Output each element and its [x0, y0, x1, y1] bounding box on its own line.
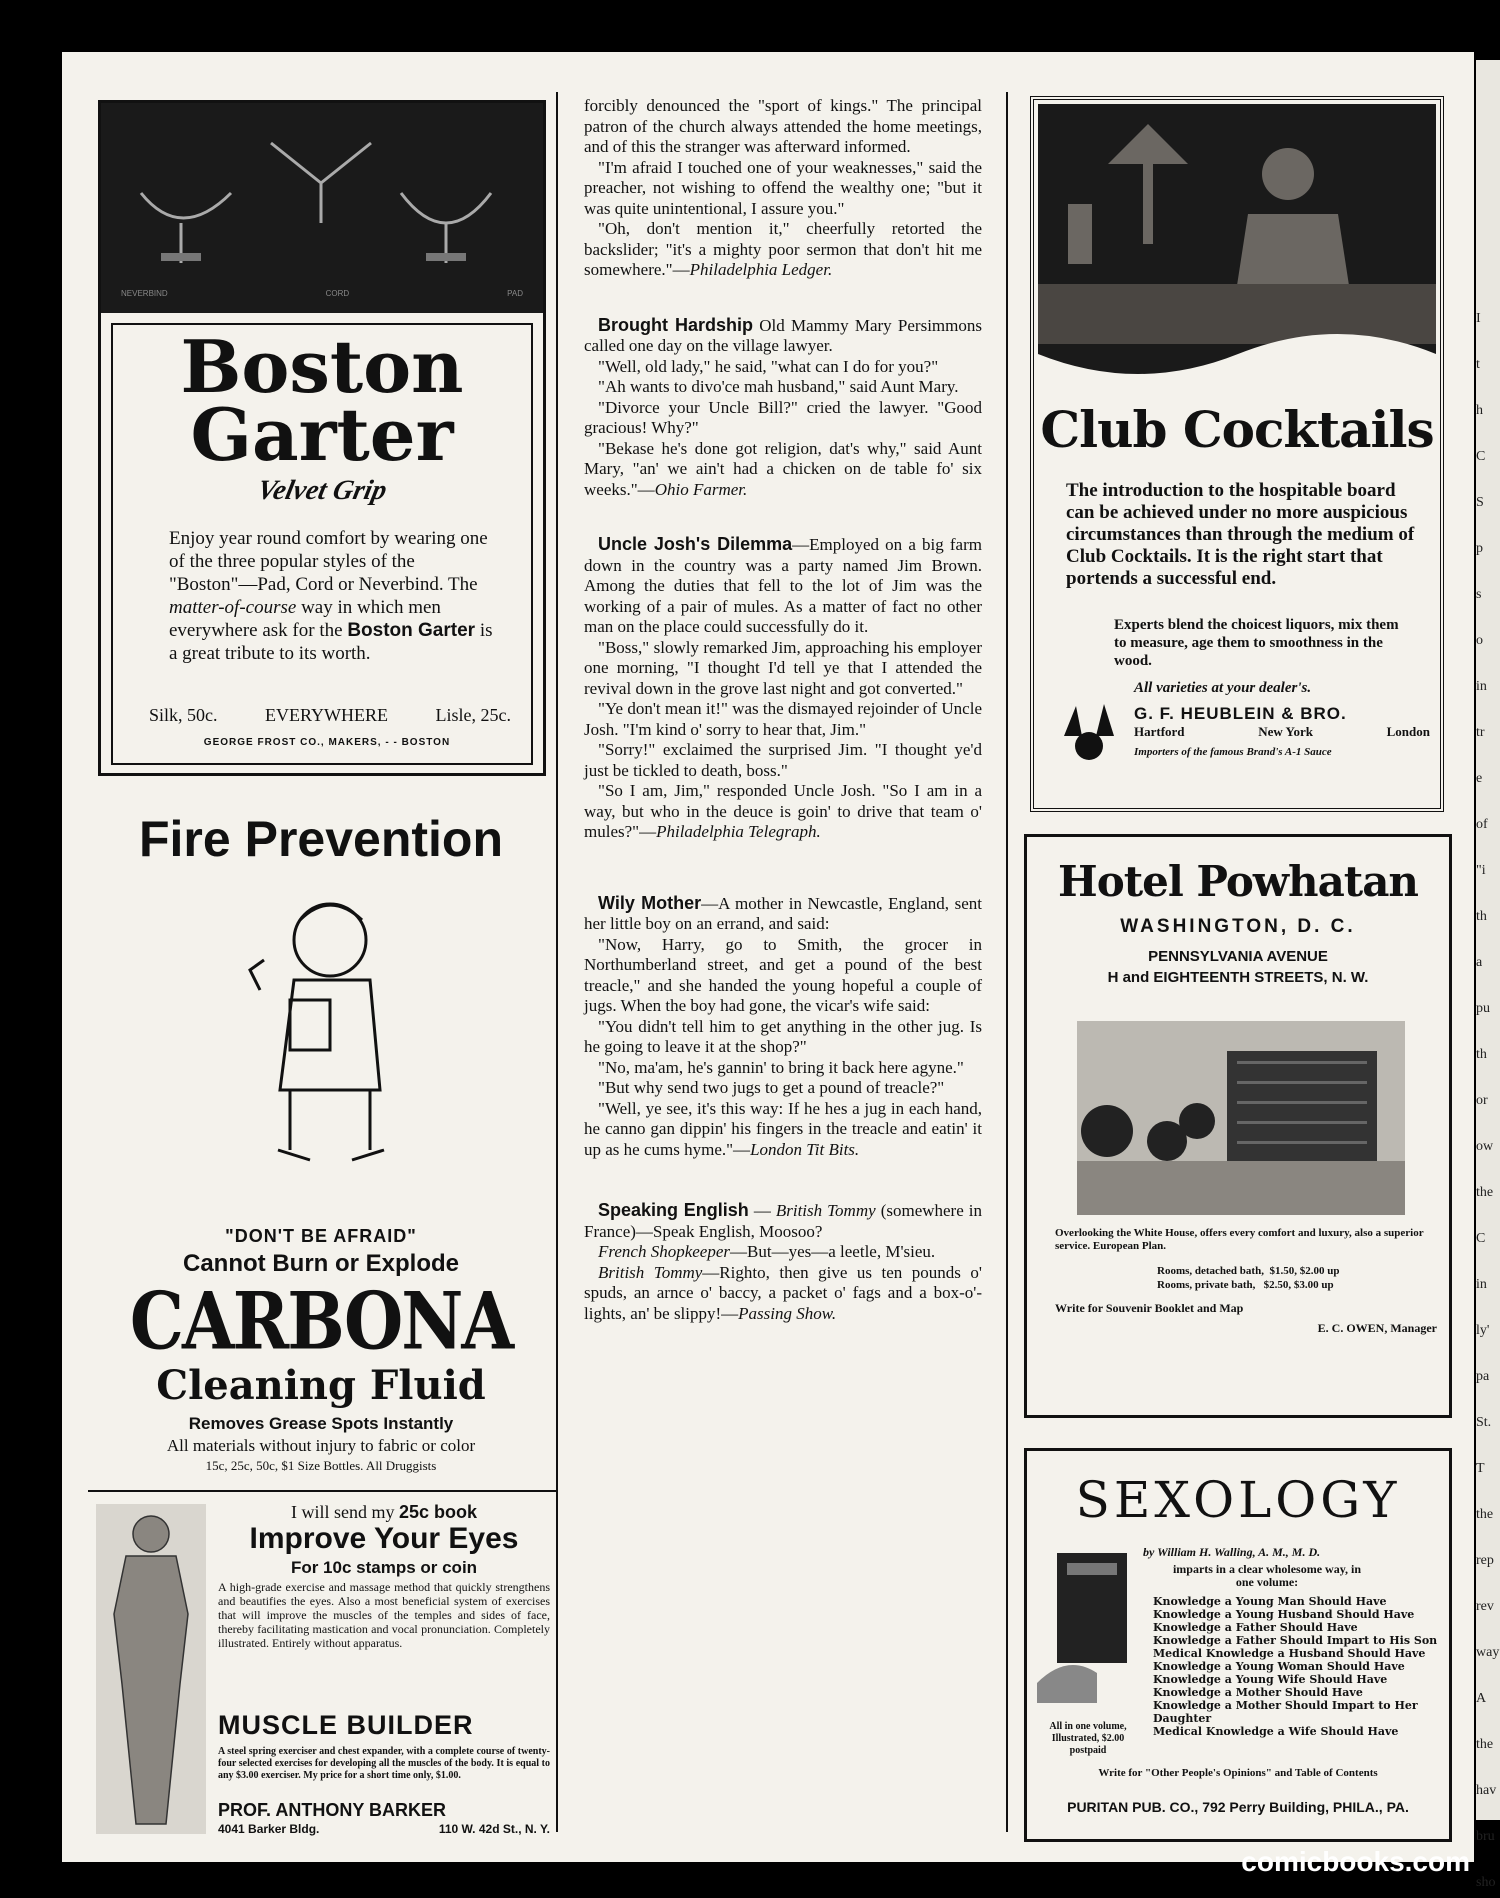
barker-offer: I will send my 25c book	[290, 1502, 478, 1522]
edge-fragment: bru	[1476, 1829, 1495, 1844]
hardship-p4: "Divorce your Uncle Bill?" cried the lawyer. "Good gracious! Why?"	[584, 397, 982, 437]
edge-fragment: A	[1476, 1691, 1487, 1706]
josh-p2: "Boss," slowly remarked Jim, approaching his employer one morning, "I thought I'd tell ye that I attended the revival down in the grove last night and got converted."	[584, 637, 982, 698]
club-body2: Experts blend the choicest liquors, mix them to measure, age them to smoothness in the wood.	[1114, 617, 1399, 669]
adjacent-page-edge	[1476, 60, 1500, 1890]
club-importers: Importers of the famous Brand's A-1 Sauce	[1134, 746, 1332, 758]
velvet-grip-signature: Velvet Grip	[254, 475, 390, 506]
barker-address-left: 4041 Barker Bldg.	[218, 1822, 320, 1836]
story-intro-p2: "I'm afraid I touched one of your weaknesses," said the preacher, not wishing to offend the wealthy one; "but it was quite unintentional, I assure you."	[584, 157, 982, 218]
city-newyork: New York	[1258, 724, 1313, 739]
boston-text-panel	[111, 323, 533, 765]
barker-body: A high-grade exercise and massage method that quickly strengthens and beautifies the eyes. Also a most beneficial system of exercises that will improve the muscles of the temples and sides of face, thereby facilitating mastication and vocal pronunciation. Completely illustrated. Entirely without apparatus.	[218, 1580, 550, 1650]
boston-brand-line2: Garter	[190, 392, 454, 477]
club-cocktails-illustration	[1038, 104, 1436, 404]
barker-name: PROF. ANTHONY BARKER	[218, 1800, 447, 1820]
sexology-write: Write for "Other People's Opinions" and Table of Contents	[1098, 1767, 1378, 1779]
hotel-booklet: Write for Souvenir Booklet and Map	[1055, 1301, 1244, 1315]
edge-fragment: o	[1476, 633, 1483, 648]
sexology-item: Medical Knowledge a Wife Should Have	[1153, 1725, 1399, 1738]
english-p3: British Tommy—Righto, then give us ten pounds o' spuds, an arnce o' baccy, a packet o' fags and a box-o'-lights, an' be slippy!—Passing Show.	[584, 1262, 982, 1323]
sexology-item: Knowledge a Young Man Should Have	[1153, 1595, 1387, 1608]
price-everywhere: EVERYWHERE	[265, 705, 389, 725]
edge-fragment: the	[1476, 1737, 1494, 1752]
sexology-volume: All in one volume, Illustrated, $2.00 postpaid	[1049, 1721, 1127, 1756]
josh-p3: "Ye don't mean it!" was the dismayed rejoinder of Uncle Josh. "I'm kind o' sorry to hear that, Jim."	[584, 699, 982, 739]
edge-fragment: p	[1476, 541, 1483, 556]
hotel-manager: E. C. OWEN, Manager	[1317, 1321, 1437, 1335]
sexology-item: Knowledge a Mother Should Impart to Her Daughter	[1153, 1699, 1418, 1725]
edge-fragment: pa	[1476, 1369, 1490, 1384]
muscleman-illustration	[96, 1504, 206, 1834]
wily-p2: "Now, Harry, go to Smith, the grocer in Northumberland street, and get a pound of the best treacle," and she handed the young hopeful a couple of jugs. When the boy had gone, the vicar's wife said:	[584, 934, 982, 1015]
edge-fragment: rev	[1476, 1599, 1494, 1614]
magazine-page	[62, 52, 1474, 1862]
muscle-builder: MUSCLE BUILDER	[218, 1710, 474, 1740]
club-cocktails-ad	[1030, 96, 1444, 812]
hardship-p3: "Ah wants to divo'ce mah husband," said Aunt Mary.	[598, 377, 959, 396]
edge-fragment: I	[1476, 311, 1481, 326]
cannot-burn: Cannot Burn or Explode	[183, 1250, 459, 1277]
dont-be-afraid: "DON'T BE AFRAID"	[225, 1226, 417, 1246]
josh-heading: Uncle Josh's Dilemma	[598, 534, 793, 554]
hotel-powhatan-ad	[1024, 834, 1452, 1418]
barker-address-right: 110 W. 42d St., N. Y.	[438, 1822, 550, 1836]
sexology-author: by William H. Walling, A. M., M. D.	[1143, 1545, 1321, 1559]
wily-heading: Wily Mother	[598, 892, 702, 913]
club-cocktails-brand: Club Cocktails	[1040, 400, 1434, 459]
improve-your-eyes: Improve Your Eyes	[249, 1522, 519, 1555]
edge-fragment: in	[1476, 679, 1487, 694]
story-wily-mother: Wily Mother—A mother in Newcastle, England, sent her little boy on an errand, and said:	[584, 892, 982, 933]
edge-fragment: the	[1476, 1507, 1494, 1522]
edge-fragment: ow	[1476, 1139, 1494, 1154]
hotel-city: WASHINGTON, D. C.	[1120, 916, 1356, 937]
edge-fragment: hav	[1476, 1783, 1497, 1798]
edge-fragment: rep	[1476, 1553, 1494, 1568]
edge-fragment: of	[1476, 817, 1488, 832]
hotel-rooms2: Rooms, private bath, $2.50, $3.00 up	[1157, 1279, 1334, 1291]
edge-fragment: h	[1476, 403, 1483, 418]
fire-prevention-title: Fire Prevention	[139, 811, 503, 867]
club-dealer: All varieties at your dealer's.	[1134, 680, 1312, 696]
josh-p4: "Sorry!" exclaimed the surprised Jim. "I thought ye'd just be tickled to death, boss."	[584, 740, 982, 780]
cleaning-fluid: Cleaning Fluid	[156, 1362, 486, 1409]
hotel-photo	[1077, 1021, 1405, 1215]
sexology-item: Knowledge a Father Should Impart to His Son	[1153, 1634, 1438, 1647]
sexology-title: SEXOLOGY	[1075, 1471, 1401, 1529]
cord-garter-icon	[271, 143, 371, 183]
edge-fragment: T	[1476, 1461, 1485, 1476]
edge-fragment: th	[1476, 909, 1487, 924]
edge-fragment: t	[1476, 357, 1480, 372]
sexology-ad	[1024, 1448, 1452, 1842]
carbona-sizes: 15c, 25c, 50c, $1 Size Bottles. All Druggists	[205, 1458, 437, 1473]
bottle-icon	[1068, 204, 1092, 264]
garter-photo	[101, 103, 543, 313]
wily-p3: "You didn't tell him to get anything in the other jug. Is he going to leave it at the shop?"	[584, 1016, 982, 1056]
sexology-intro: imparts in a clear wholesome way, in one volume:	[1172, 1562, 1362, 1589]
hand-icon	[1037, 1665, 1097, 1703]
sexology-item: Knowledge a Young Woman Should Have	[1153, 1660, 1405, 1673]
grease-spots: Removes Grease Spots Instantly	[188, 1414, 454, 1433]
hotel-street1: PENNSYLVANIA AVENUE	[1148, 948, 1328, 965]
edge-fragment: S	[1476, 495, 1484, 510]
story-intro-p1: forcibly denounced the "sport of kings." The principal patron of the church always attended the home meetings, and of this the stranger was afterward informed.	[584, 96, 982, 156]
carbona-brand: CARBONA	[129, 1276, 513, 1368]
story-speaking-english: Speaking English — British Tommy (somewhere in France)—Speak English, Moosoo?	[584, 1200, 983, 1241]
boston-maker: GEORGE FROST CO., MAKERS, - - BOSTON	[203, 737, 451, 748]
column-rule-right	[1006, 92, 1008, 1832]
club-body: The introduction to the hospitable board can be achieved under no more auspicious circumstances than through the medium of Club Cocktails. It is the right start that portends a successful end.	[1066, 480, 1415, 589]
edge-fragment: pu	[1476, 1001, 1490, 1016]
story-brought-hardship: Brought Hardship Old Mammy Mary Persimmons called one day on the village lawyer.	[584, 314, 982, 355]
humor-column	[584, 96, 982, 1324]
boston-brand-line1: Boston	[180, 324, 464, 409]
boston-body: Enjoy year round comfort by wearing one of the three popular styles of the "Boston"—Pad, Cord or Neverbind. The matter-of-course way in which men everywhere ask for the Boston Garter is a great tribute to its worth.	[169, 528, 493, 664]
edge-fragment: or	[1476, 1093, 1488, 1108]
man-head-icon	[1262, 148, 1314, 200]
hardship-heading: Brought Hardship	[598, 314, 753, 335]
carbona-materials: All materials without injury to fabric or color	[166, 1436, 476, 1455]
edge-fragment: St.	[1476, 1415, 1492, 1430]
a1-sauce-logo-icon	[1054, 696, 1124, 766]
wily-p6: "Well, ye see, it's this way: If he hes a jug in each hand, he canno gan dippin' his fingers in the treacle and eatin' it up as he cums hyme."—London Tit Bits.	[584, 1098, 982, 1159]
neverbind-garter-icon	[141, 193, 231, 218]
sexology-list	[1153, 1595, 1449, 1738]
carbona-boy-illustration	[230, 890, 430, 1180]
style-label-pad: PAD	[507, 289, 523, 298]
sexology-item: Knowledge a Mother Should Have	[1153, 1686, 1363, 1699]
boston-garter-ad	[98, 100, 546, 776]
wily-p5: "But why send two jugs to get a pound of treacle?"	[598, 1078, 945, 1097]
josh-p5: "So I am, Jim," responded Uncle Josh. "So I am in a way, but who in the deuce is goin' to drive that team o' mules?"—Philadelphia Telegraph.	[584, 781, 982, 841]
barker-body2: A steel spring exerciser and chest expander, with a complete course of twenty-four selected exercises for developing all the muscles of the body. It is equal to any $3.00 exerciser. My price for a short time only, $1.00.	[218, 1746, 550, 1781]
edge-fragment: in	[1476, 1277, 1487, 1292]
story-intro-p3: "Oh, don't mention it," cheerfully retorted the backslider; "it's a mighty poor sermon that don't hit me somewhere."—Philadelphia Ledger.	[584, 219, 982, 279]
carbona-ad	[90, 810, 552, 1473]
style-label-cord: CORD	[325, 289, 350, 298]
sexology-item: Knowledge a Young Husband Should Have	[1153, 1608, 1415, 1621]
column-rule-left	[556, 92, 558, 1832]
pad-garter-icon	[401, 193, 491, 223]
sexology-item: Knowledge a Father Should Have	[1153, 1621, 1358, 1634]
edge-fragment: e	[1476, 771, 1483, 786]
english-heading: Speaking English	[598, 1200, 749, 1220]
sexology-item: Medical Knowledge a Husband Should Have	[1153, 1647, 1426, 1660]
edge-fragment: sho	[1476, 1875, 1496, 1890]
price-silk: Silk, 50c.	[149, 705, 218, 725]
edge-fragment: th	[1476, 1047, 1487, 1062]
city-london: London	[1386, 724, 1430, 739]
edge-fragment: C	[1476, 1231, 1486, 1246]
english-p2: French Shopkeeper—But—yes—a leetle, M'sieu.	[598, 1242, 936, 1261]
hotel-street2: H and EIGHTEENTH STREETS, N. W.	[1107, 969, 1369, 986]
edge-fragment: "i	[1476, 863, 1486, 878]
hotel-name: Hotel Powhatan	[1058, 857, 1418, 906]
garter-illustration	[101, 103, 543, 313]
edge-fragment: a	[1476, 955, 1483, 970]
book-illustration	[1037, 1543, 1137, 1703]
edge-fragment: the	[1476, 1185, 1494, 1200]
story-uncle-josh: Uncle Josh's Dilemma—Employed on a big farm down in the country was a party named Jim Brown. Among the duties that fell to the lot of Jim was the working of a pair of mules. As a matter of fact no other man on the place could successfully do it.	[584, 534, 982, 636]
wily-p4: "No, ma'am, he's gannin' to bring it back here agyne."	[598, 1057, 964, 1077]
city-hartford: Hartford	[1134, 724, 1185, 739]
edge-fragment: tr	[1476, 725, 1485, 740]
edge-fragment: s	[1476, 587, 1482, 602]
edge-fragment: ly'	[1476, 1323, 1490, 1338]
club-company: G. F. HEUBLEIN & BRO.	[1134, 704, 1347, 723]
hardship-p2: "Well, old lady," he said, "what can I do for you?"	[598, 356, 939, 376]
hotel-desc: Overlooking the White House, offers every comfort and luxury, also a superior service. European Plan.	[1055, 1227, 1424, 1252]
price-lisle: Lisle, 25c.	[435, 705, 511, 725]
style-label-neverbind: NEVERBIND	[121, 289, 168, 298]
hardship-p5: "Bekase he's done got religion, dat's why," said Aunt Mary, "an' we ain't had a chicken on de table fo' six weeks."—Ohio Farmer.	[584, 438, 982, 499]
sexology-item: Knowledge a Young Wife Should Have	[1153, 1673, 1388, 1686]
sexology-publisher: PURITAN PUB. CO., 792 Perry Building, PHILA., PA.	[1067, 1799, 1409, 1815]
edge-fragment: way	[1476, 1645, 1500, 1660]
barker-stamps: For 10c stamps or coin	[290, 1558, 478, 1577]
barker-ad	[88, 1490, 556, 1840]
hotel-rooms1: Rooms, detached bath, $1.50, $2.00 up	[1157, 1265, 1340, 1277]
edge-fragment: C	[1476, 449, 1486, 464]
watermark: comicbooks.com	[1241, 1846, 1470, 1877]
